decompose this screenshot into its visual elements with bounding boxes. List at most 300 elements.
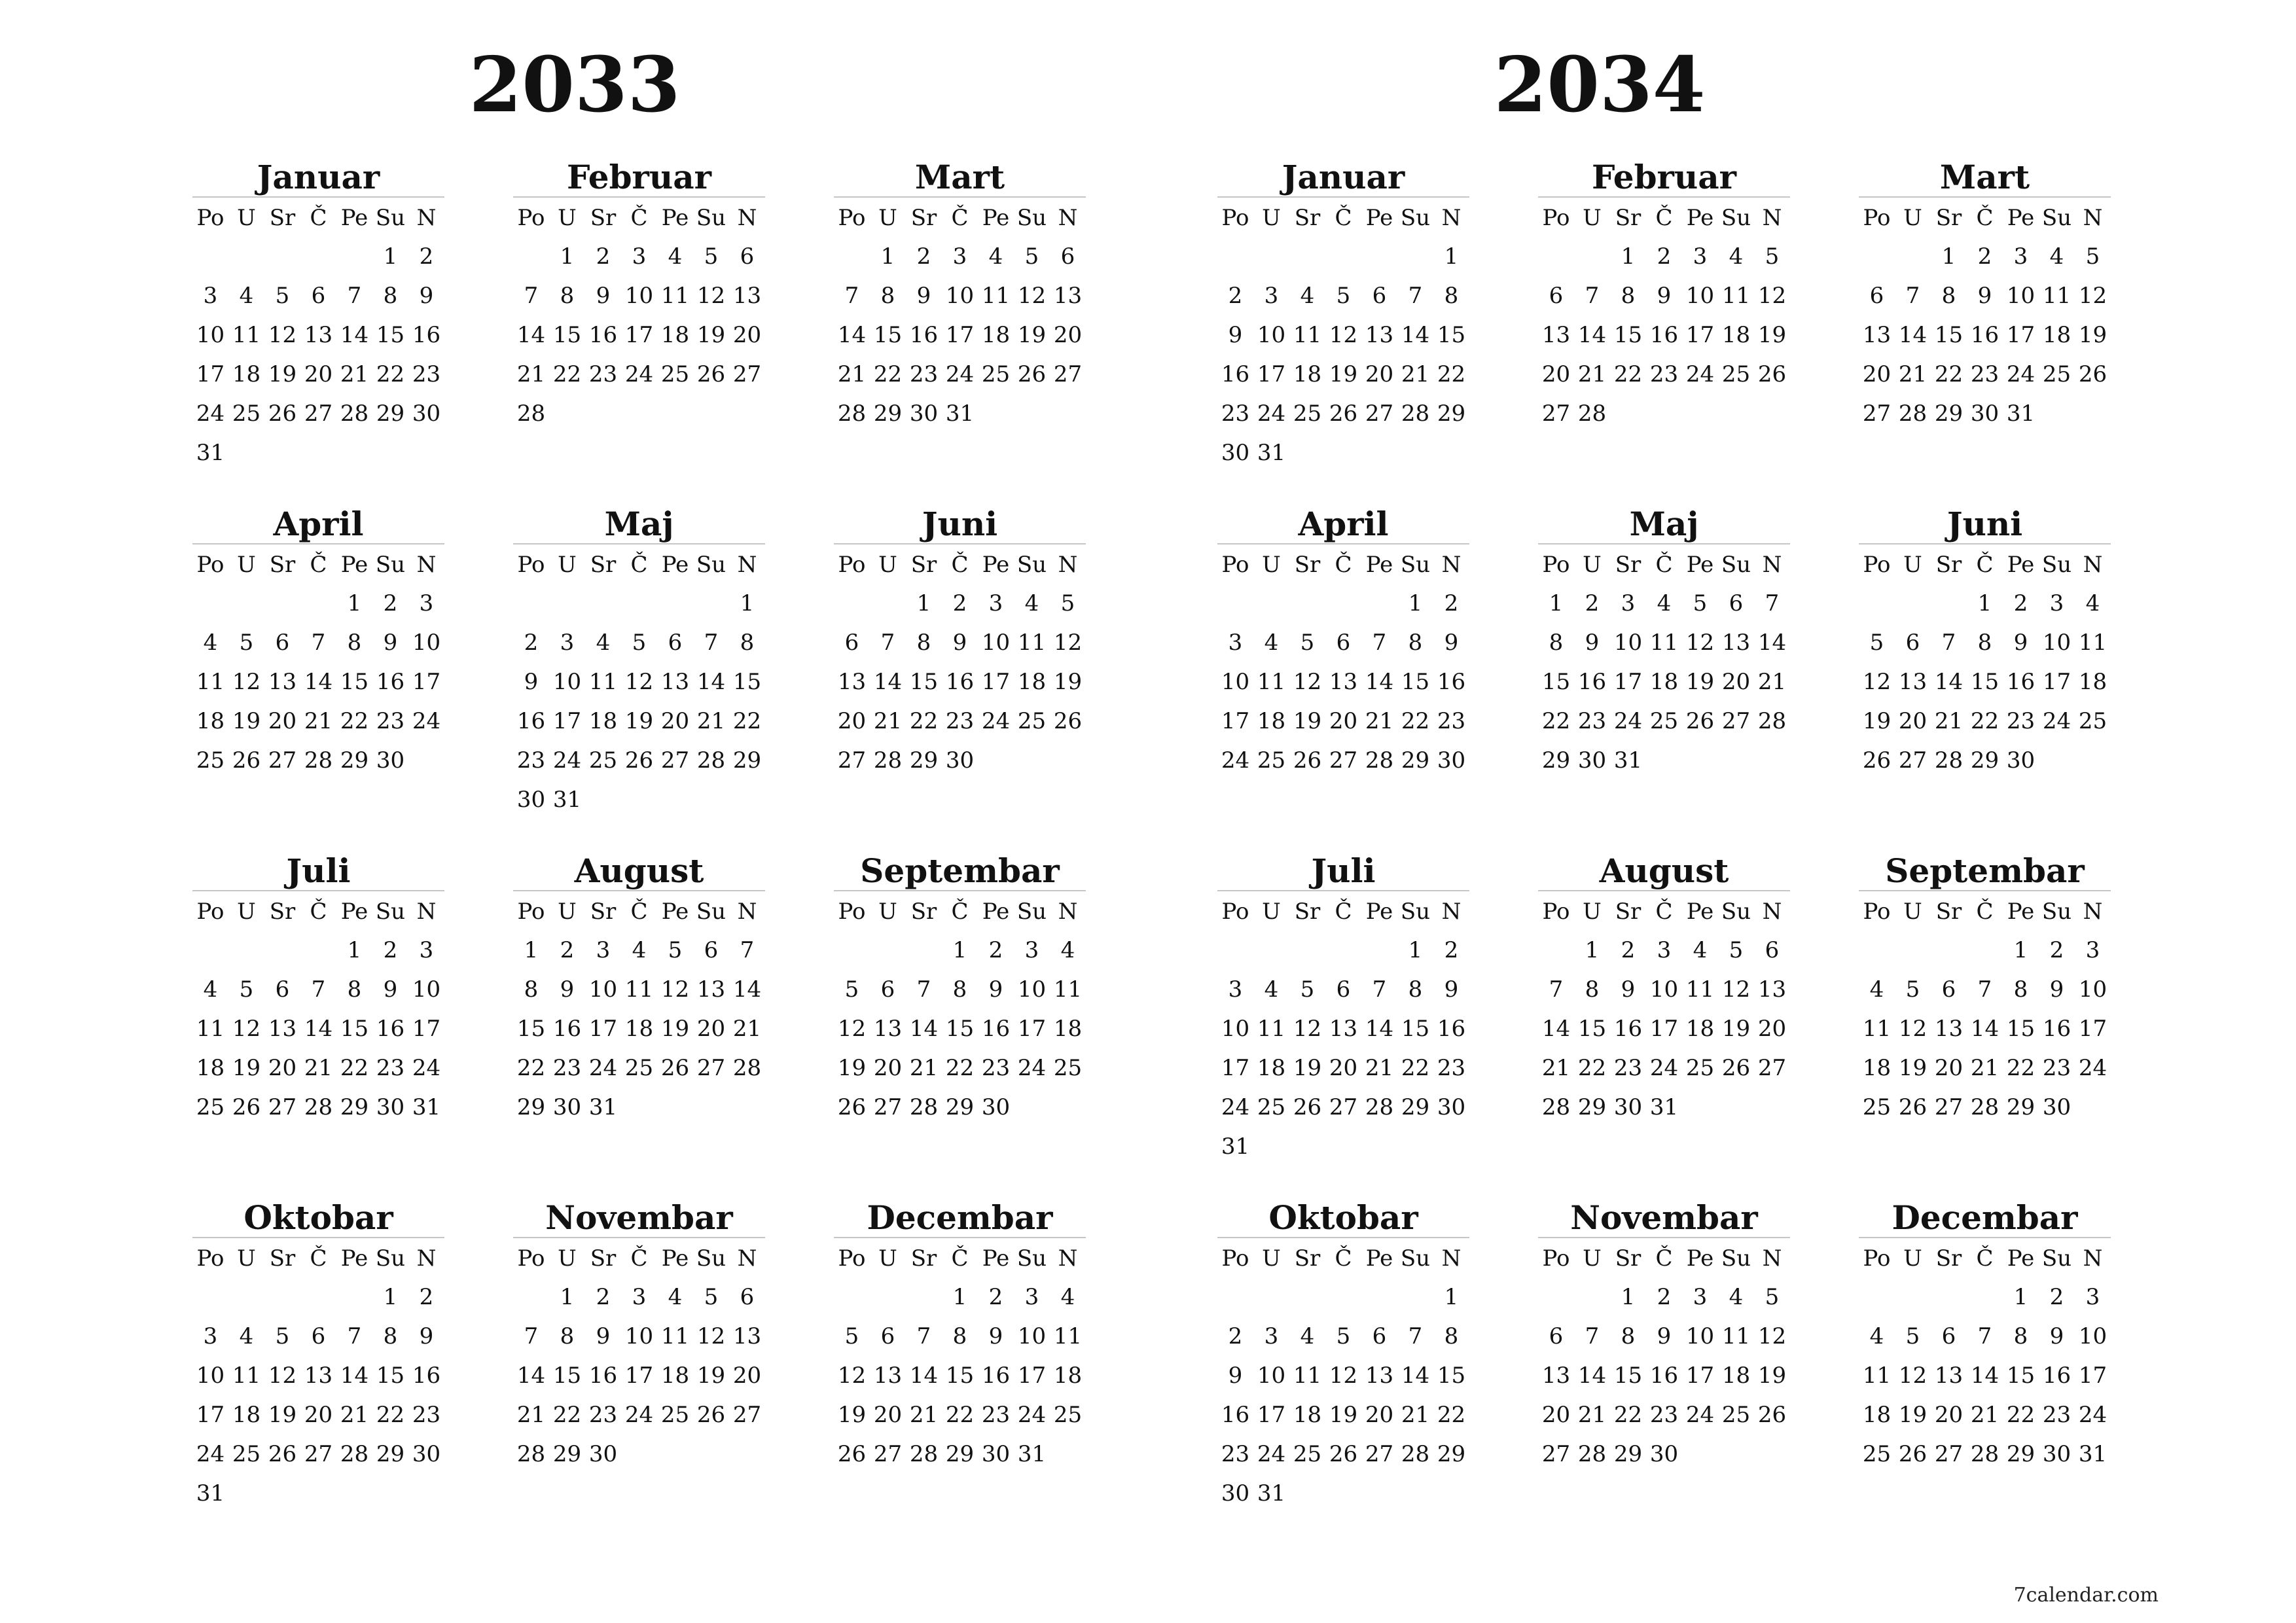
day-cell: 14 [1757, 630, 1787, 656]
month-title: Maj [1538, 505, 1790, 544]
day-cell: 7 [704, 630, 719, 656]
day-cell: 4 [1264, 976, 1279, 1003]
day-cell [1289, 1277, 1325, 1317]
day-cell: 1 [952, 937, 967, 963]
day-cell: 16 [1613, 1016, 1643, 1042]
day-cell: 27 [1757, 1055, 1787, 1081]
day-cell [1361, 931, 1397, 970]
month-title: Juli [1217, 852, 1469, 891]
month-title: Oktobar [192, 1199, 444, 1238]
month-novembar [513, 1199, 765, 1474]
week-row [1217, 623, 1469, 662]
weekday-label: N [1058, 205, 1078, 231]
day-cell: 7 [311, 630, 326, 656]
weekday-label: Č [1976, 1245, 1994, 1272]
day-cell: 14 [1401, 1363, 1430, 1389]
day-cell: 29 [1970, 747, 2000, 774]
day-cell: 14 [340, 1363, 369, 1389]
day-cell: 27 [1898, 747, 1928, 774]
day-cell [1397, 433, 1433, 473]
day-cell: 2 [2013, 590, 2028, 616]
day-cell: 7 [1408, 283, 1423, 309]
day-cell [1397, 237, 1433, 276]
day-cell [906, 1277, 942, 1317]
weekday-label: Č [310, 899, 327, 925]
weekday-label: Č [1335, 552, 1352, 578]
day-cell: 17 [1685, 1363, 1715, 1389]
weekday-label: Po [1221, 1245, 1249, 1272]
day-cell: 17 [1221, 1055, 1250, 1081]
day-cell [1217, 584, 1253, 623]
day-cell: 17 [981, 669, 1011, 695]
day-cell: 16 [588, 1363, 618, 1389]
weekday-label: Po [517, 1245, 545, 1272]
weekday-label: Pe [982, 1245, 1010, 1272]
day-cell [228, 1277, 264, 1317]
weekday-label: Sr [1615, 899, 1641, 925]
day-cell: 8 [383, 1323, 398, 1349]
day-cell [192, 584, 228, 623]
day-cell: 1 [1444, 243, 1459, 270]
day-cell: 11 [1257, 1016, 1286, 1042]
week-row [1538, 315, 1790, 355]
day-cell: 20 [1365, 361, 1394, 387]
weekday-label: Po [838, 205, 866, 231]
day-cell: 10 [588, 976, 618, 1003]
month-title: Juni [834, 505, 1086, 544]
day-cell: 30 [1221, 440, 1250, 466]
day-cell: 17 [1685, 322, 1715, 348]
weekday-label: N [2083, 899, 2103, 925]
day-cell: 29 [340, 747, 369, 774]
day-cell: 28 [909, 1441, 939, 1467]
day-cell: 30 [1649, 1441, 1679, 1467]
day-cell: 19 [1017, 322, 1047, 348]
day-cell: 2 [419, 1284, 434, 1310]
week-row [1859, 1395, 2111, 1435]
day-cell [1253, 1127, 1289, 1166]
day-cell [1859, 931, 1895, 970]
day-cell: 20 [837, 708, 867, 734]
weekday-header-row [513, 199, 765, 237]
week-row [513, 1048, 765, 1088]
weekday-label: Su [2041, 899, 2072, 925]
weekday-label: Po [1863, 552, 1891, 578]
weekday-label: Po [1863, 205, 1891, 231]
day-cell: 13 [1541, 1363, 1571, 1389]
weekday-label: U [558, 552, 577, 578]
day-cell: 5 [1729, 937, 1744, 963]
day-cell: 8 [880, 283, 895, 309]
day-cell: 6 [1941, 1323, 1956, 1349]
day-cell: 3 [988, 590, 1003, 616]
weekday-label: Č [310, 552, 327, 578]
weekday-label: Pe [340, 552, 368, 578]
day-cell: 3 [560, 630, 575, 656]
weekday-label: Su [696, 1245, 726, 1272]
day-cell [657, 1435, 693, 1474]
day-cell [228, 1474, 264, 1513]
day-cell: 10 [2078, 976, 2108, 1003]
day-cell: 19 [232, 1055, 261, 1081]
day-cell: 15 [945, 1363, 975, 1389]
day-cell: 30 [981, 1094, 1011, 1120]
week-row [192, 1474, 444, 1513]
day-cell: 24 [1017, 1055, 1047, 1081]
day-cell: 9 [916, 283, 931, 309]
week-row [1538, 1435, 1790, 1474]
day-cell [1610, 394, 1646, 433]
day-cell: 9 [383, 630, 398, 656]
week-row [1538, 741, 1790, 780]
weekday-label: Č [1335, 205, 1352, 231]
weekday-label: U [1903, 552, 1922, 578]
day-cell: 13 [1365, 322, 1394, 348]
day-cell: 22 [1401, 708, 1430, 734]
day-cell [1859, 584, 1895, 623]
day-cell: 15 [873, 322, 903, 348]
day-cell: 23 [1437, 1055, 1466, 1081]
day-cell [1895, 237, 1931, 276]
weekday-label: Č [1335, 899, 1352, 925]
day-cell [1361, 1474, 1397, 1513]
day-cell: 25 [1862, 1094, 1892, 1120]
day-cell: 26 [2078, 361, 2108, 387]
day-cell: 18 [1293, 361, 1322, 387]
day-cell: 1 [1408, 590, 1423, 616]
week-row [1217, 1356, 1469, 1395]
day-cell: 27 [696, 1055, 726, 1081]
day-cell: 9 [2049, 1323, 2064, 1349]
day-cell: 20 [660, 708, 690, 734]
weekday-label: Su [1016, 552, 1047, 578]
week-row [1538, 237, 1790, 276]
weekday-label: Sr [269, 899, 296, 925]
day-cell: 6 [1729, 590, 1744, 616]
day-cell: 23 [909, 361, 939, 387]
weekday-label: N [737, 205, 757, 231]
day-cell: 21 [1757, 669, 1787, 695]
week-row [1859, 1088, 2111, 1127]
day-cell: 8 [560, 1323, 575, 1349]
day-cell: 4 [988, 243, 1003, 270]
month-title: Septembar [1859, 852, 2111, 891]
day-cell: 27 [732, 361, 762, 387]
day-cell: 22 [1437, 1402, 1466, 1428]
weekday-label: Po [1542, 1245, 1570, 1272]
day-cell: 6 [1941, 976, 1956, 1003]
day-cell: 3 [419, 937, 434, 963]
day-cell: 5 [1300, 976, 1315, 1003]
day-cell: 12 [1685, 630, 1715, 656]
day-cell: 10 [1613, 630, 1643, 656]
day-cell [621, 1088, 657, 1127]
day-cell: 14 [732, 976, 762, 1003]
week-row [1538, 662, 1790, 702]
day-cell: 11 [1017, 630, 1047, 656]
day-cell: 19 [1685, 669, 1715, 695]
weekday-header-row [1217, 893, 1469, 931]
weekday-label: N [1762, 899, 1782, 925]
week-row [834, 970, 1086, 1009]
day-cell: 4 [1657, 590, 1672, 616]
day-cell: 16 [2042, 1363, 2072, 1389]
day-cell: 29 [945, 1441, 975, 1467]
weekday-header-row [1217, 199, 1469, 237]
week-row [1538, 970, 1790, 1009]
weekday-label: Sr [910, 552, 937, 578]
day-cell: 4 [668, 243, 683, 270]
day-cell: 18 [232, 1402, 261, 1428]
weekday-label: Sr [1935, 552, 1962, 578]
weekday-label: Č [1655, 205, 1673, 231]
day-cell: 4 [1024, 590, 1039, 616]
day-cell: 22 [1613, 1402, 1643, 1428]
week-row [1859, 1009, 2111, 1048]
day-cell: 3 [2013, 243, 2028, 270]
day-cell: 5 [844, 1323, 859, 1349]
day-cell [1289, 931, 1325, 970]
week-row [834, 1356, 1086, 1395]
day-cell: 23 [2042, 1055, 2072, 1081]
weekday-label: U [878, 205, 897, 231]
day-cell: 31 [945, 401, 975, 427]
month-title: August [1538, 852, 1790, 891]
day-cell [1253, 931, 1289, 970]
day-cell: 9 [383, 976, 398, 1003]
day-cell: 11 [2042, 283, 2072, 309]
day-cell: 2 [916, 243, 931, 270]
day-cell: 8 [1621, 1323, 1636, 1349]
week-row [834, 355, 1086, 394]
week-row [1538, 355, 1790, 394]
day-cell [1289, 1474, 1325, 1513]
weekday-label: Pe [2007, 552, 2035, 578]
day-cell [336, 1474, 372, 1513]
week-row [513, 1277, 765, 1317]
weekday-label: Su [1400, 205, 1431, 231]
day-cell: 4 [1693, 937, 1708, 963]
weekday-label: Sr [590, 205, 617, 231]
day-cell: 15 [1613, 322, 1643, 348]
day-cell: 22 [1401, 1055, 1430, 1081]
day-cell: 21 [1970, 1055, 2000, 1081]
day-cell: 6 [1765, 937, 1780, 963]
weekday-label: Po [1863, 899, 1891, 925]
weekday-label: U [237, 899, 256, 925]
weekday-label: Pe [661, 552, 689, 578]
month-juni [834, 505, 1086, 780]
day-cell: 23 [981, 1402, 1011, 1428]
day-cell: 25 [1017, 708, 1047, 734]
day-cell: 15 [2006, 1363, 2036, 1389]
weekday-label: U [558, 205, 577, 231]
weekday-label: Pe [982, 205, 1010, 231]
weekday-label: Pe [661, 205, 689, 231]
day-cell: 2 [988, 1284, 1003, 1310]
day-cell: 1 [1444, 1284, 1459, 1310]
day-cell: 1 [524, 937, 539, 963]
day-cell [1646, 394, 1682, 433]
month-title: Novembar [1538, 1199, 1790, 1238]
day-cell: 29 [1401, 747, 1430, 774]
day-cell: 19 [2078, 322, 2108, 348]
day-cell: 18 [1862, 1055, 1892, 1081]
day-cell [693, 1088, 729, 1127]
day-cell: 25 [1721, 1402, 1751, 1428]
day-cell: 17 [945, 322, 975, 348]
day-cell: 9 [1657, 283, 1672, 309]
weekday-label: N [1762, 1245, 1782, 1272]
weekday-label: N [2083, 1245, 2103, 1272]
day-cell: 25 [196, 747, 225, 774]
day-cell: 7 [880, 630, 895, 656]
day-cell [1361, 1277, 1397, 1317]
day-cell: 13 [1934, 1363, 1964, 1389]
day-cell: 24 [2078, 1055, 2108, 1081]
week-row [834, 237, 1086, 276]
day-cell: 28 [732, 1055, 762, 1081]
day-cell: 27 [1541, 1441, 1571, 1467]
day-cell: 28 [837, 401, 867, 427]
day-cell: 4 [1060, 1284, 1075, 1310]
day-cell: 24 [552, 747, 582, 774]
day-cell: 21 [1577, 1402, 1607, 1428]
day-cell: 19 [624, 708, 654, 734]
day-cell: 29 [376, 1441, 405, 1467]
week-row [192, 394, 444, 433]
week-row [1859, 1048, 2111, 1088]
day-cell [1361, 1127, 1397, 1166]
day-cell [693, 780, 729, 819]
weekday-label: Č [951, 899, 969, 925]
week-row [834, 394, 1086, 433]
day-cell: 24 [945, 361, 975, 387]
day-cell: 12 [837, 1363, 867, 1389]
day-cell: 30 [412, 401, 441, 427]
day-cell: 1 [1621, 1284, 1636, 1310]
day-cell: 16 [412, 1363, 441, 1389]
week-row [1859, 1435, 2111, 1474]
day-cell: 26 [624, 747, 654, 774]
week-row [192, 1317, 444, 1356]
week-row [1859, 1356, 2111, 1395]
day-cell: 27 [837, 747, 867, 774]
day-cell: 13 [873, 1363, 903, 1389]
month-oktobar [1217, 1199, 1469, 1513]
day-cell: 8 [1444, 1323, 1459, 1349]
week-row [513, 702, 765, 741]
day-cell: 2 [1585, 590, 1600, 616]
day-cell: 20 [696, 1016, 726, 1042]
day-cell: 23 [588, 361, 618, 387]
weekday-header-row [192, 546, 444, 584]
weekday-label: Sr [1294, 899, 1321, 925]
week-row [513, 276, 765, 315]
day-cell: 27 [1365, 401, 1394, 427]
month-maj [513, 505, 765, 819]
day-cell: 10 [1257, 1363, 1286, 1389]
day-cell: 17 [2078, 1016, 2108, 1042]
day-cell: 30 [376, 1094, 405, 1120]
day-cell: 12 [1757, 1323, 1787, 1349]
day-cell: 6 [1336, 976, 1351, 1003]
day-cell: 10 [624, 283, 654, 309]
day-cell [1325, 1277, 1361, 1317]
week-row [834, 1395, 1086, 1435]
day-cell: 16 [1970, 322, 2000, 348]
weekday-label: N [1441, 1245, 1462, 1272]
day-cell: 12 [1017, 283, 1047, 309]
day-cell: 5 [1336, 1323, 1351, 1349]
day-cell: 9 [1228, 1363, 1243, 1389]
day-cell: 12 [1053, 630, 1083, 656]
week-row [1217, 1474, 1469, 1513]
day-cell [1718, 394, 1754, 433]
weekday-label: Sr [1294, 205, 1321, 231]
week-row [1859, 584, 2111, 623]
weekday-label: Pe [340, 205, 368, 231]
day-cell: 11 [588, 669, 618, 695]
day-cell: 24 [1257, 1441, 1286, 1467]
day-cell: 8 [740, 630, 755, 656]
day-cell: 7 [1408, 1323, 1423, 1349]
day-cell: 20 [1757, 1016, 1787, 1042]
day-cell: 3 [1228, 630, 1243, 656]
day-cell: 11 [232, 322, 261, 348]
day-cell: 27 [268, 1094, 297, 1120]
weekday-header-row [1538, 1240, 1790, 1277]
month-april [1217, 505, 1469, 780]
day-cell: 24 [981, 708, 1011, 734]
day-cell: 13 [1365, 1363, 1394, 1389]
day-cell: 9 [419, 1323, 434, 1349]
weekday-header-row [513, 546, 765, 584]
day-cell: 5 [239, 976, 254, 1003]
day-cell [408, 433, 444, 473]
month-title: April [1217, 505, 1469, 544]
day-cell: 1 [1941, 243, 1956, 270]
day-cell [1050, 394, 1086, 433]
day-cell: 27 [1934, 1094, 1964, 1120]
weekday-label: Po [517, 205, 545, 231]
day-cell: 29 [732, 747, 762, 774]
day-cell: 8 [1549, 630, 1564, 656]
day-cell: 16 [376, 1016, 405, 1042]
day-cell: 24 [1613, 708, 1643, 734]
day-cell: 21 [1577, 361, 1607, 387]
day-cell [300, 433, 336, 473]
day-cell [1754, 741, 1790, 780]
day-cell: 15 [1613, 1363, 1643, 1389]
weekday-label: Pe [1365, 205, 1393, 231]
day-cell: 3 [1693, 243, 1708, 270]
week-row [834, 702, 1086, 741]
day-cell: 4 [1060, 937, 1075, 963]
weekday-label: Sr [590, 552, 617, 578]
weekday-header-row [1538, 199, 1790, 237]
day-cell [1050, 741, 1086, 780]
week-row [192, 1356, 444, 1395]
day-cell: 12 [232, 669, 261, 695]
day-cell: 6 [311, 1323, 326, 1349]
day-cell: 26 [837, 1441, 867, 1467]
day-cell [1325, 931, 1361, 970]
day-cell: 15 [1437, 1363, 1466, 1389]
day-cell: 15 [1541, 669, 1571, 695]
weekday-label: Pe [1686, 552, 1714, 578]
day-cell: 20 [268, 708, 297, 734]
